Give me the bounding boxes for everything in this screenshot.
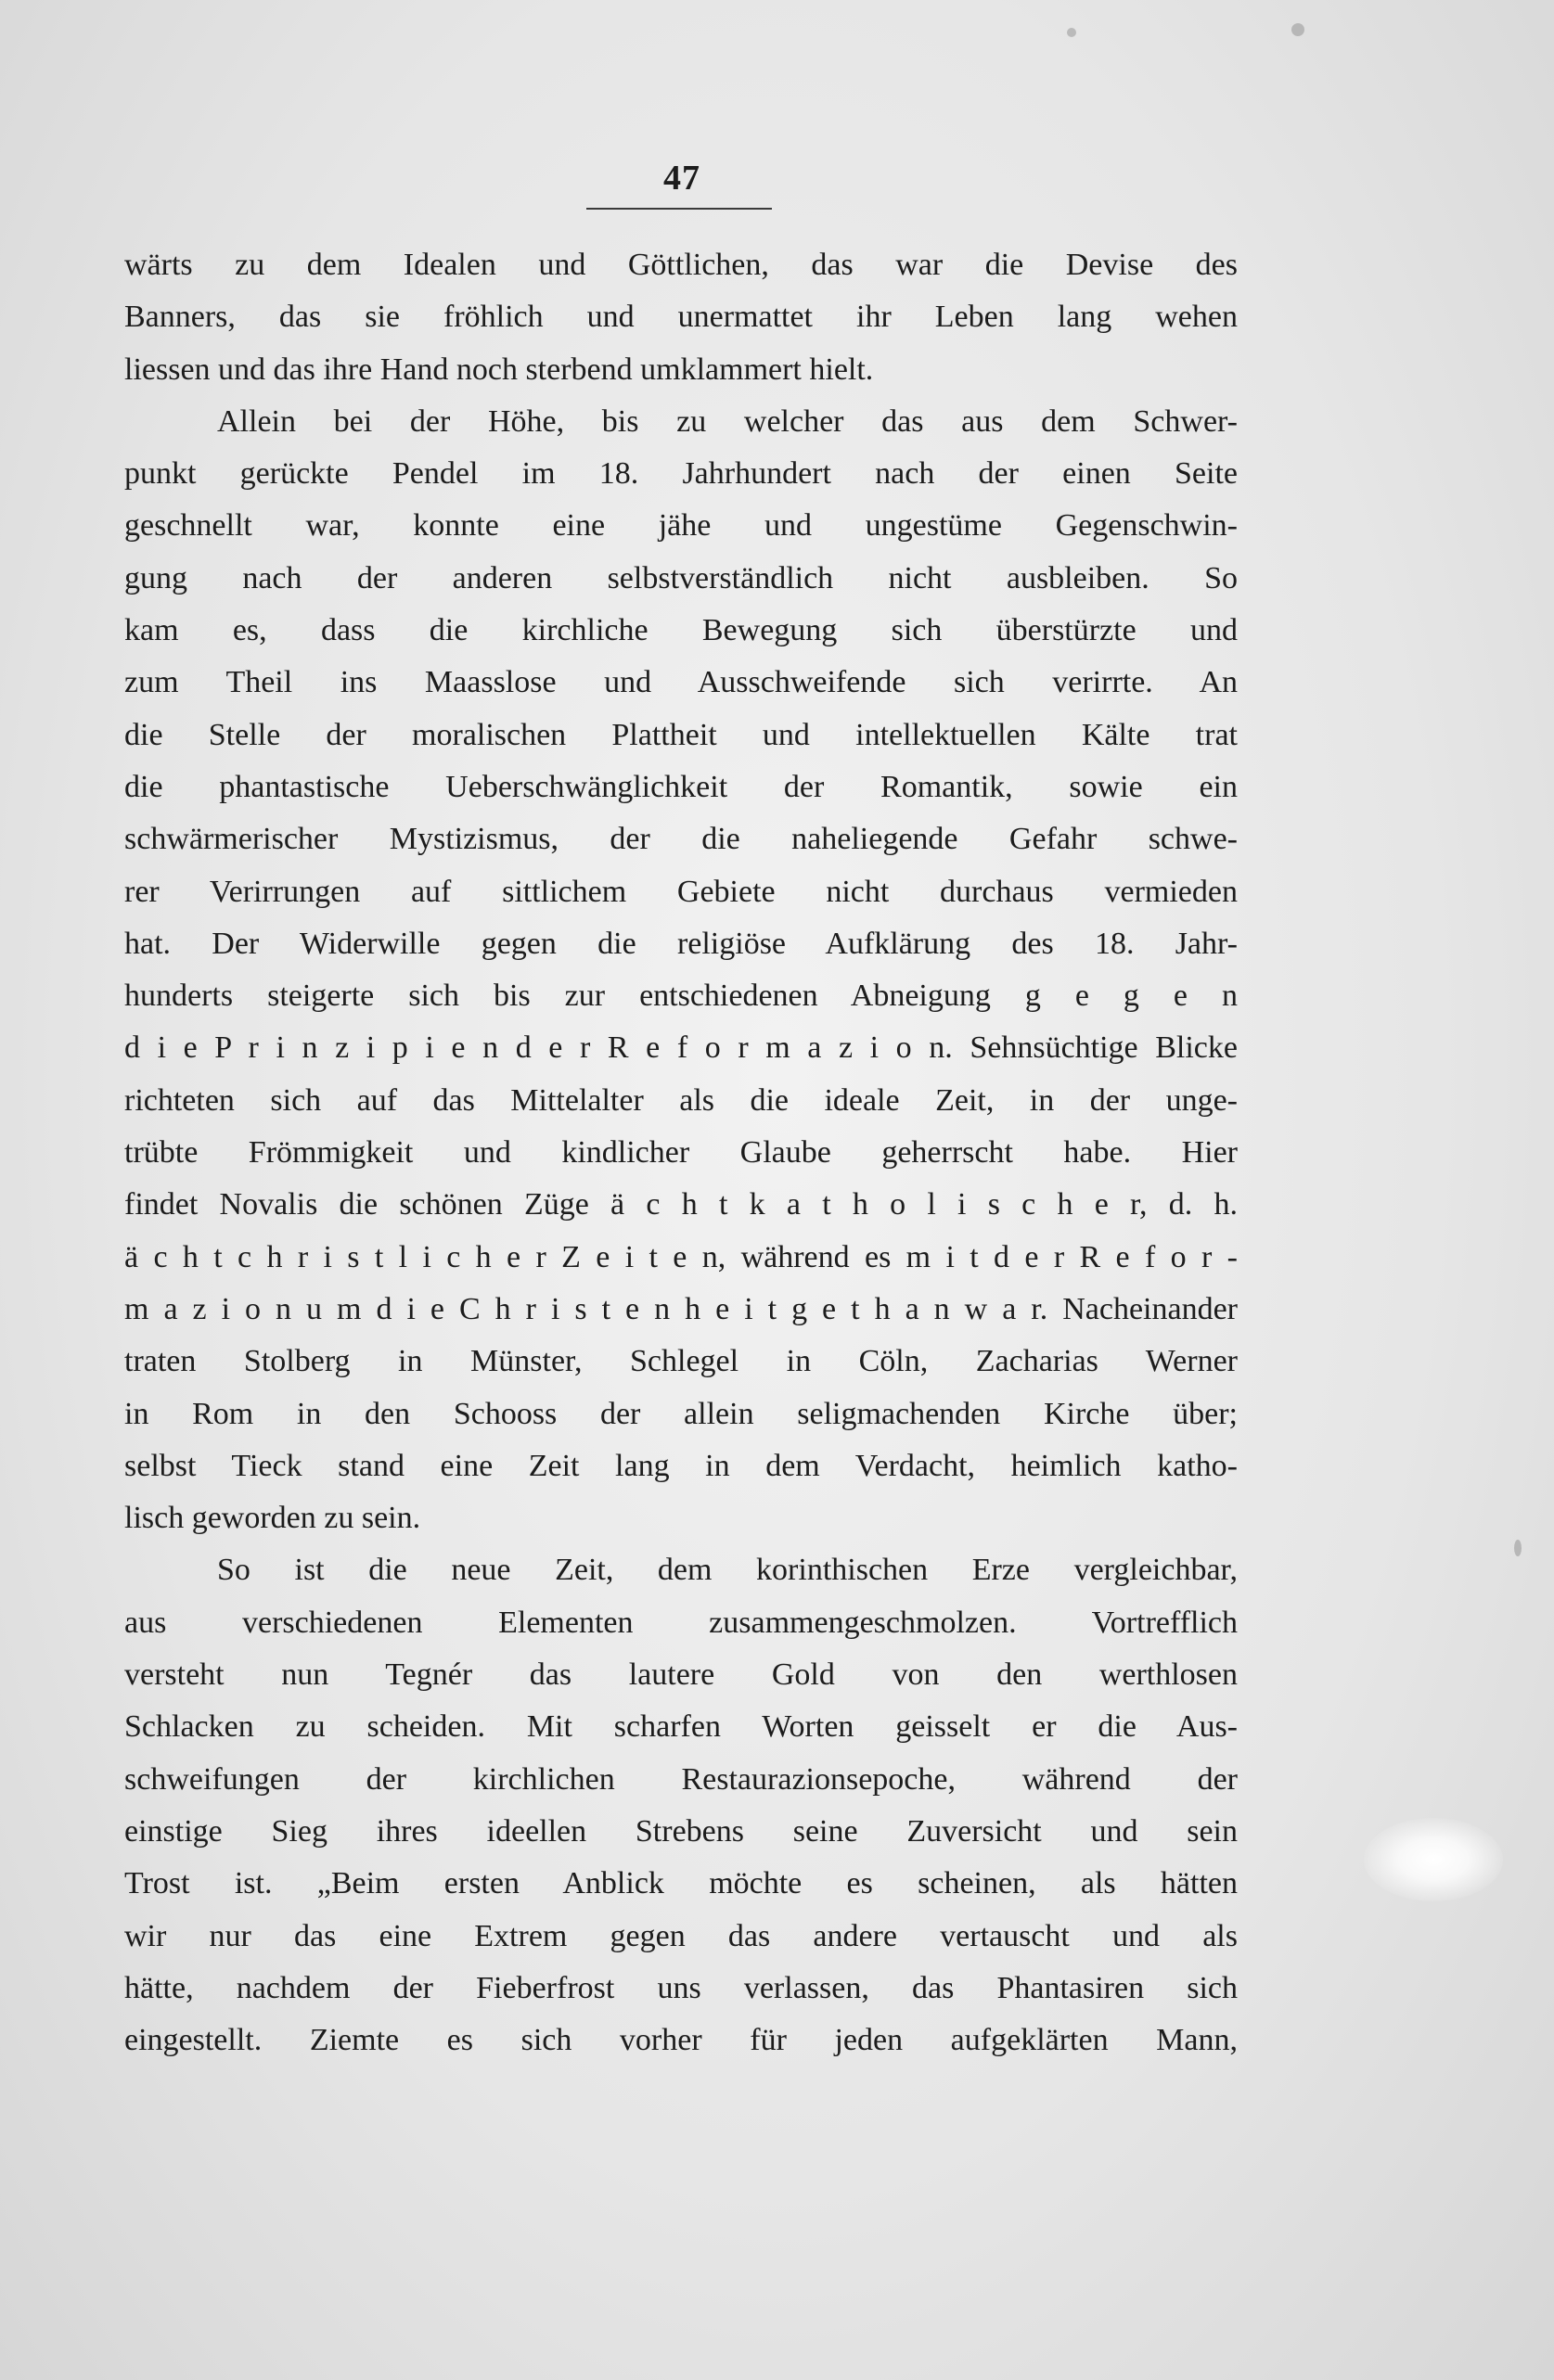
- text-line: selbst Tieck stand eine Zeit lang in dem Verdacht, heimlich katho-: [124, 1448, 1238, 1483]
- text-line: einstige Sieg ihres ideellen Strebens seine Zuversicht und sein: [124, 1813, 1238, 1849]
- text-line: in Rom in den Schooss der allein seligmachenden Kirche über;: [124, 1396, 1238, 1431]
- text-line: ä c h t c h r i s t l i c h e r Z e i t e n, während es m i t d e r R e f o r -: [124, 1239, 1238, 1274]
- text-line: m a z i o n u m d i e C h r i s t e n h e i t g e t h a n w a r. Nacheinander: [124, 1291, 1238, 1326]
- body-text: [124, 239, 1238, 2067]
- ink-speck: [1291, 23, 1304, 36]
- text-line: findet Novalis die schönen Züge ä c h t k a t h o l i s c h e r, d. h.: [124, 1187, 1238, 1222]
- text-line: hätte, nachdem der Fieberfrost uns verlassen, das Phantasiren sich: [124, 1970, 1238, 2005]
- text-line: wir nur das eine Extrem gegen das andere vertauscht und als: [124, 1918, 1238, 1953]
- text-line: traten Stolberg in Münster, Schlegel in Cöln, Zacharias Werner: [124, 1344, 1238, 1379]
- text-line: gung nach der anderen selbstverständlich nicht ausbleiben. So: [124, 560, 1238, 595]
- text-line: Banners, das sie fröhlich und unermattet ihr Leben lang wehen: [124, 300, 1238, 335]
- ink-speck: [1514, 1540, 1522, 1556]
- ink-speck: [1067, 28, 1076, 37]
- text-line: schweifungen der kirchlichen Restaurazionsepoche, während der: [124, 1761, 1238, 1797]
- text-line: So ist die neue Zeit, dem korinthischen Erze vergleichbar,: [217, 1553, 1238, 1588]
- text-line: Trost ist. „Beim ersten Anblick möchte es scheinen, als hätten: [124, 1866, 1238, 1901]
- text-line: schwärmerischer Mystizismus, der die naheliegende Gefahr schwe-: [124, 822, 1238, 857]
- page-number: 47: [663, 159, 700, 198]
- header-rule: [586, 208, 772, 210]
- text-line: Schlacken zu scheiden. Mit scharfen Worten geisselt er die Aus-: [124, 1709, 1238, 1745]
- text-line: kam es, dass die kirchliche Bewegung sich überstürzte und: [124, 613, 1238, 648]
- text-line: Allein bei der Höhe, bis zu welcher das aus dem Schwer-: [217, 403, 1238, 439]
- text-line: trübte Frömmigkeit und kindlicher Glaube geherrscht habe. Hier: [124, 1135, 1238, 1171]
- text-line: richteten sich auf das Mittelalter als die ideale Zeit, in der unge-: [124, 1082, 1238, 1118]
- text-line: geschnellt war, konnte eine jähe und ungestüme Gegenschwin-: [124, 508, 1238, 544]
- text-line: aus verschiedenen Elementen zusammengeschmolzen. Vortrefflich: [124, 1605, 1238, 1640]
- text-line: punkt gerückte Pendel im 18. Jahrhundert nach der einen Seite: [124, 456, 1238, 492]
- text-line: wärts zu dem Idealen und Göttlichen, das war die Devise des: [124, 248, 1238, 282]
- text-line: versteht nun Tegnér das lautere Gold von den werthlosen: [124, 1657, 1238, 1693]
- text-line: lisch geworden zu sein.: [124, 1501, 421, 1536]
- text-line: die phantastische Ueberschwänglichkeit der Romantik, sowie ein: [124, 769, 1238, 804]
- paper-stain: [1364, 1818, 1503, 1901]
- text-line: hat. Der Widerwille gegen die religiöse Aufklärung des 18. Jahr-: [124, 926, 1238, 961]
- text-line: zum Theil ins Maasslose und Ausschweifende sich verirrte. An: [124, 665, 1238, 700]
- text-line: liessen und das ihre Hand noch sterbend umklammert hielt.: [124, 352, 874, 387]
- text-line: eingestellt. Ziemte es sich vorher für jeden aufgeklärten Mann,: [124, 2023, 1238, 2058]
- text-line: rer Verirrungen auf sittlichem Gebiete nicht durchaus vermieden: [124, 874, 1238, 909]
- text-line: d i e P r i n z i p i e n d e r R e f o r m a z i o n. Sehnsüchtige Blicke: [124, 1030, 1238, 1066]
- text-line: die Stelle der moralischen Plattheit und intellektuellen Kälte trat: [124, 717, 1238, 752]
- text-line: hunderts steigerte sich bis zur entschiedenen Abneigung g e g e n: [124, 979, 1238, 1014]
